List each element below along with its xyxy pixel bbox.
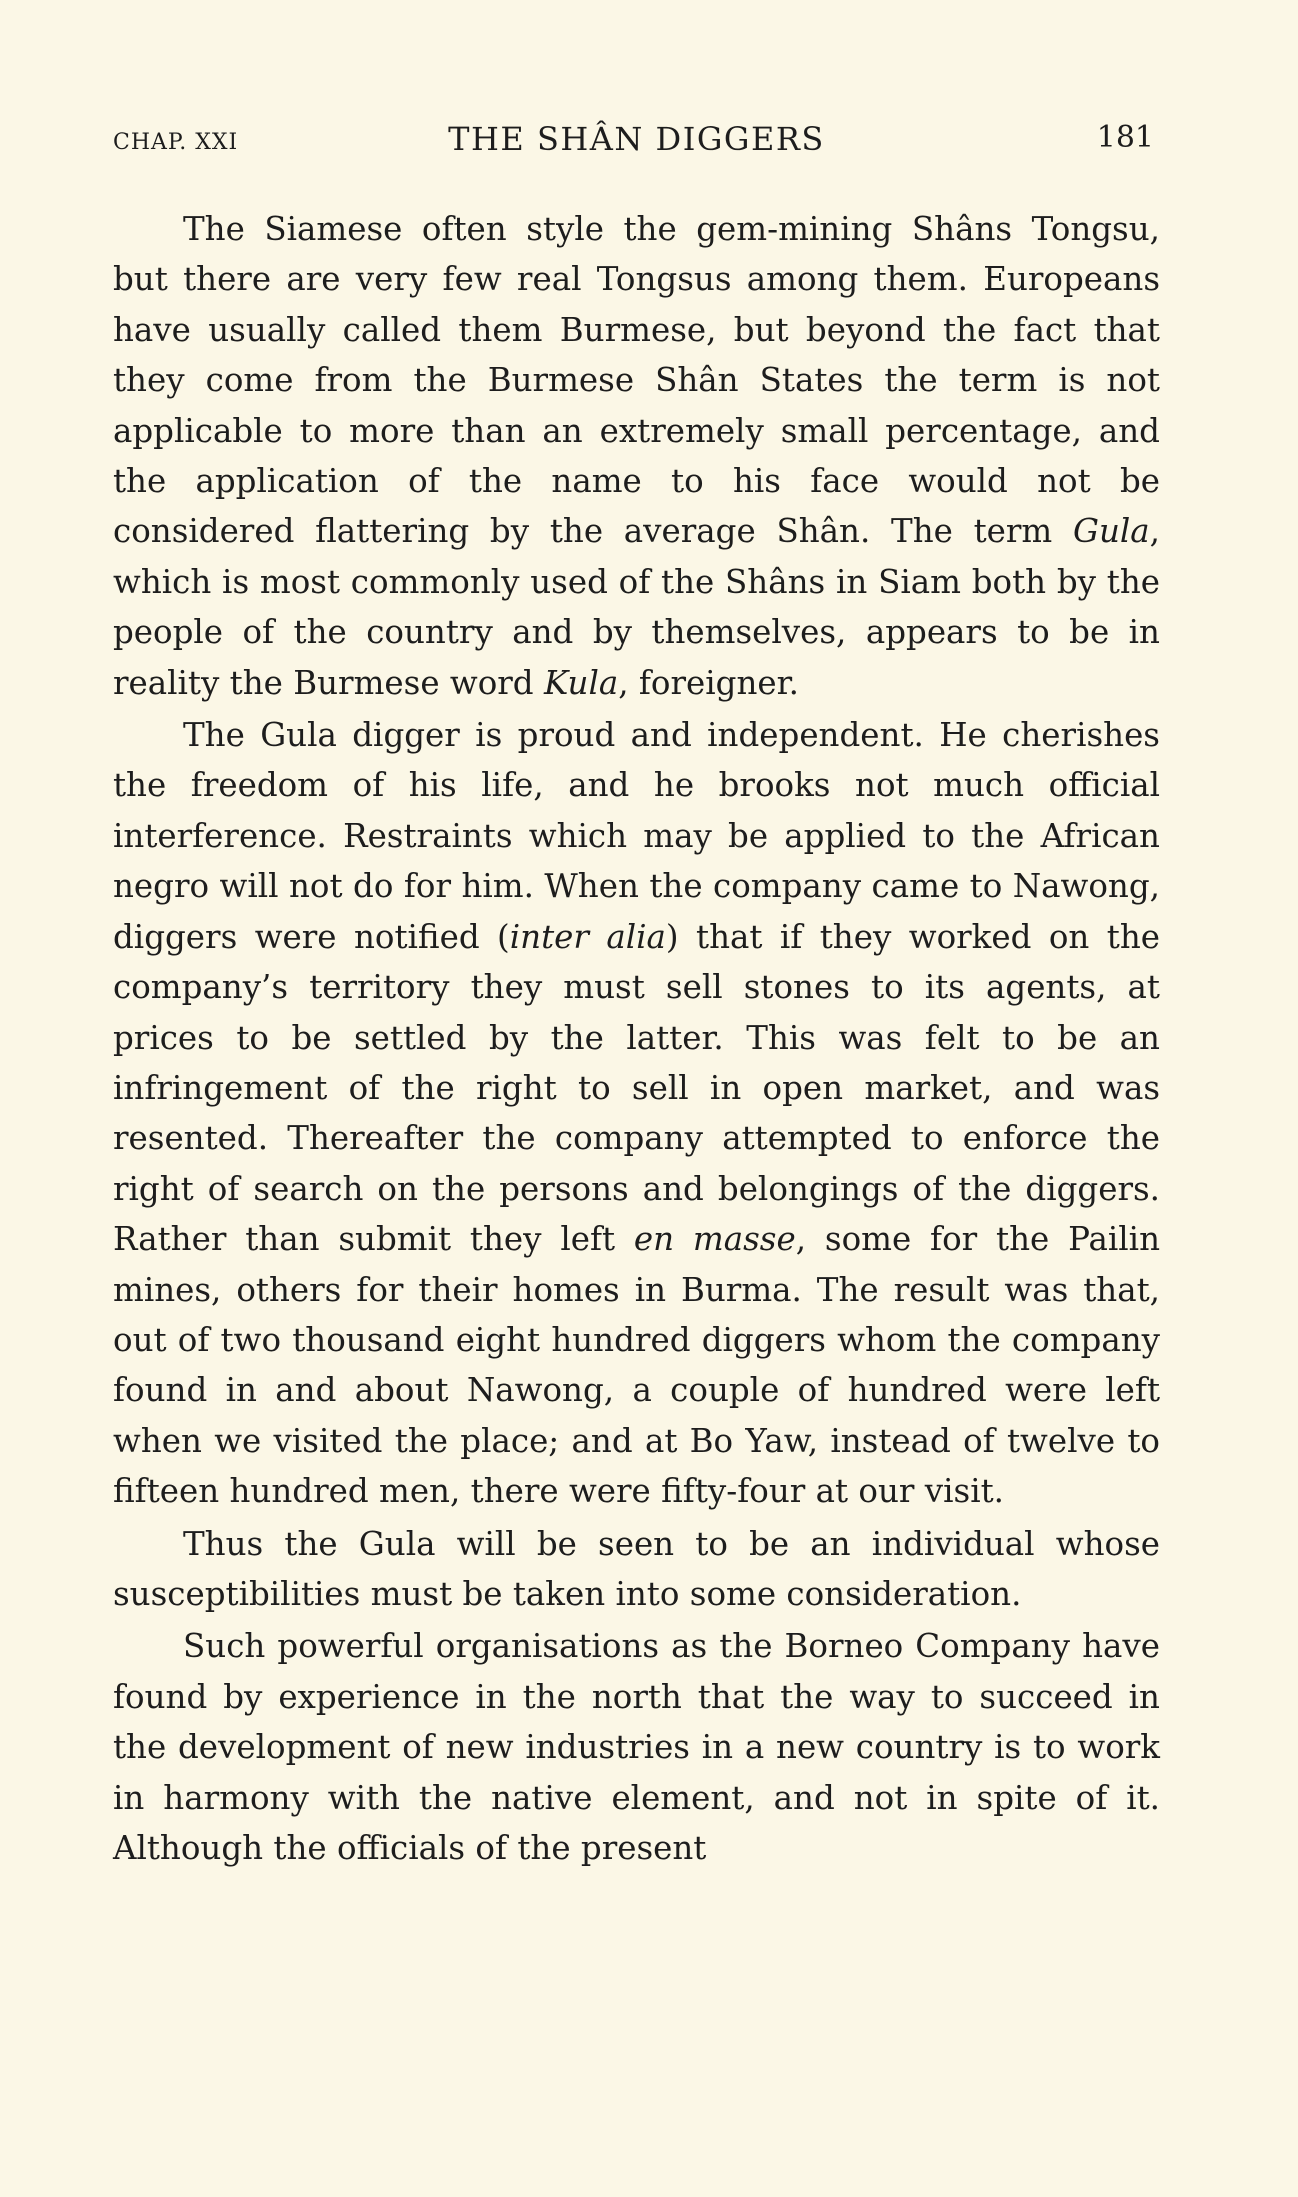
text-run: , which is most commonly used of the Shâns in Siam both by the people of the country and by themselves, appears to be in reality the Burmese word bbox=[113, 512, 1160, 702]
italic-term: en masse bbox=[633, 1220, 796, 1259]
page-number: 181 bbox=[1096, 120, 1154, 155]
paragraph-susceptibilities bbox=[113, 1519, 1160, 1620]
text-run: The Gula digger is proud and independent. He cherishes the freedom of his life, and he brooks not much official interference. Restraints which may be applied to the African negro will not do for him. When the company came to Nawong, diggers were notified ( bbox=[113, 716, 1160, 956]
body-text bbox=[113, 204, 1160, 1873]
text-run: Thus the Gula will be seen to be an individual whose susceptibilities must be taken into some consideration. bbox=[113, 1524, 1160, 1613]
paragraph-borneo-company bbox=[113, 1621, 1160, 1873]
running-head bbox=[113, 118, 1160, 162]
text-run: , some for the Pailin mines, others for their homes in Burma. The result was that, out of two thousand eight hundred diggers whom the company found in and about Nawong, a couple of hundred were left when we visited the place; and at Bo Yaw, instead of twelve to fifteen hundred men, there were fifty-four at our visit. bbox=[113, 1220, 1161, 1511]
italic-term: Kula bbox=[543, 663, 619, 702]
text-run: Such powerful organisations as the Borneo Company have found by experience in the north that the way to succeed in the development of new industries in a new country is to work in harmony with the native element, and not in spite of it. Although the officials of the present bbox=[113, 1627, 1160, 1867]
paragraph-gula-digger bbox=[113, 710, 1160, 1517]
paragraph-gula-name bbox=[113, 204, 1160, 708]
text-run: The Siamese often style the gem-mining Shâns Tongsu, but there are very few real Tongsus among them. Europeans have usually called them Burmese, but beyond the fact that they come from the Burmese Shân States the term is not applicable to more than an extremely small percentage, and the application of the name to his face would not be considered flattering by the average Shân. The term bbox=[113, 210, 1160, 551]
running-title: THE SHÂN DIGGERS bbox=[448, 120, 825, 158]
text-run: , foreigner. bbox=[618, 663, 799, 702]
italic-term: Gula bbox=[1072, 512, 1150, 551]
text-run: ) that if they worked on the company’s territory they must sell stones to its agents, at prices to be settled by the latter. This was felt to be an infringement of the right to sell in open market, and was resented. Thereafter the company attempted to enforce the right of search on the persons and belongings of the diggers. Rather than submit they left bbox=[113, 917, 1161, 1259]
italic-term: inter alia bbox=[509, 917, 666, 956]
chapter-label: CHAP. XXI bbox=[113, 130, 239, 155]
